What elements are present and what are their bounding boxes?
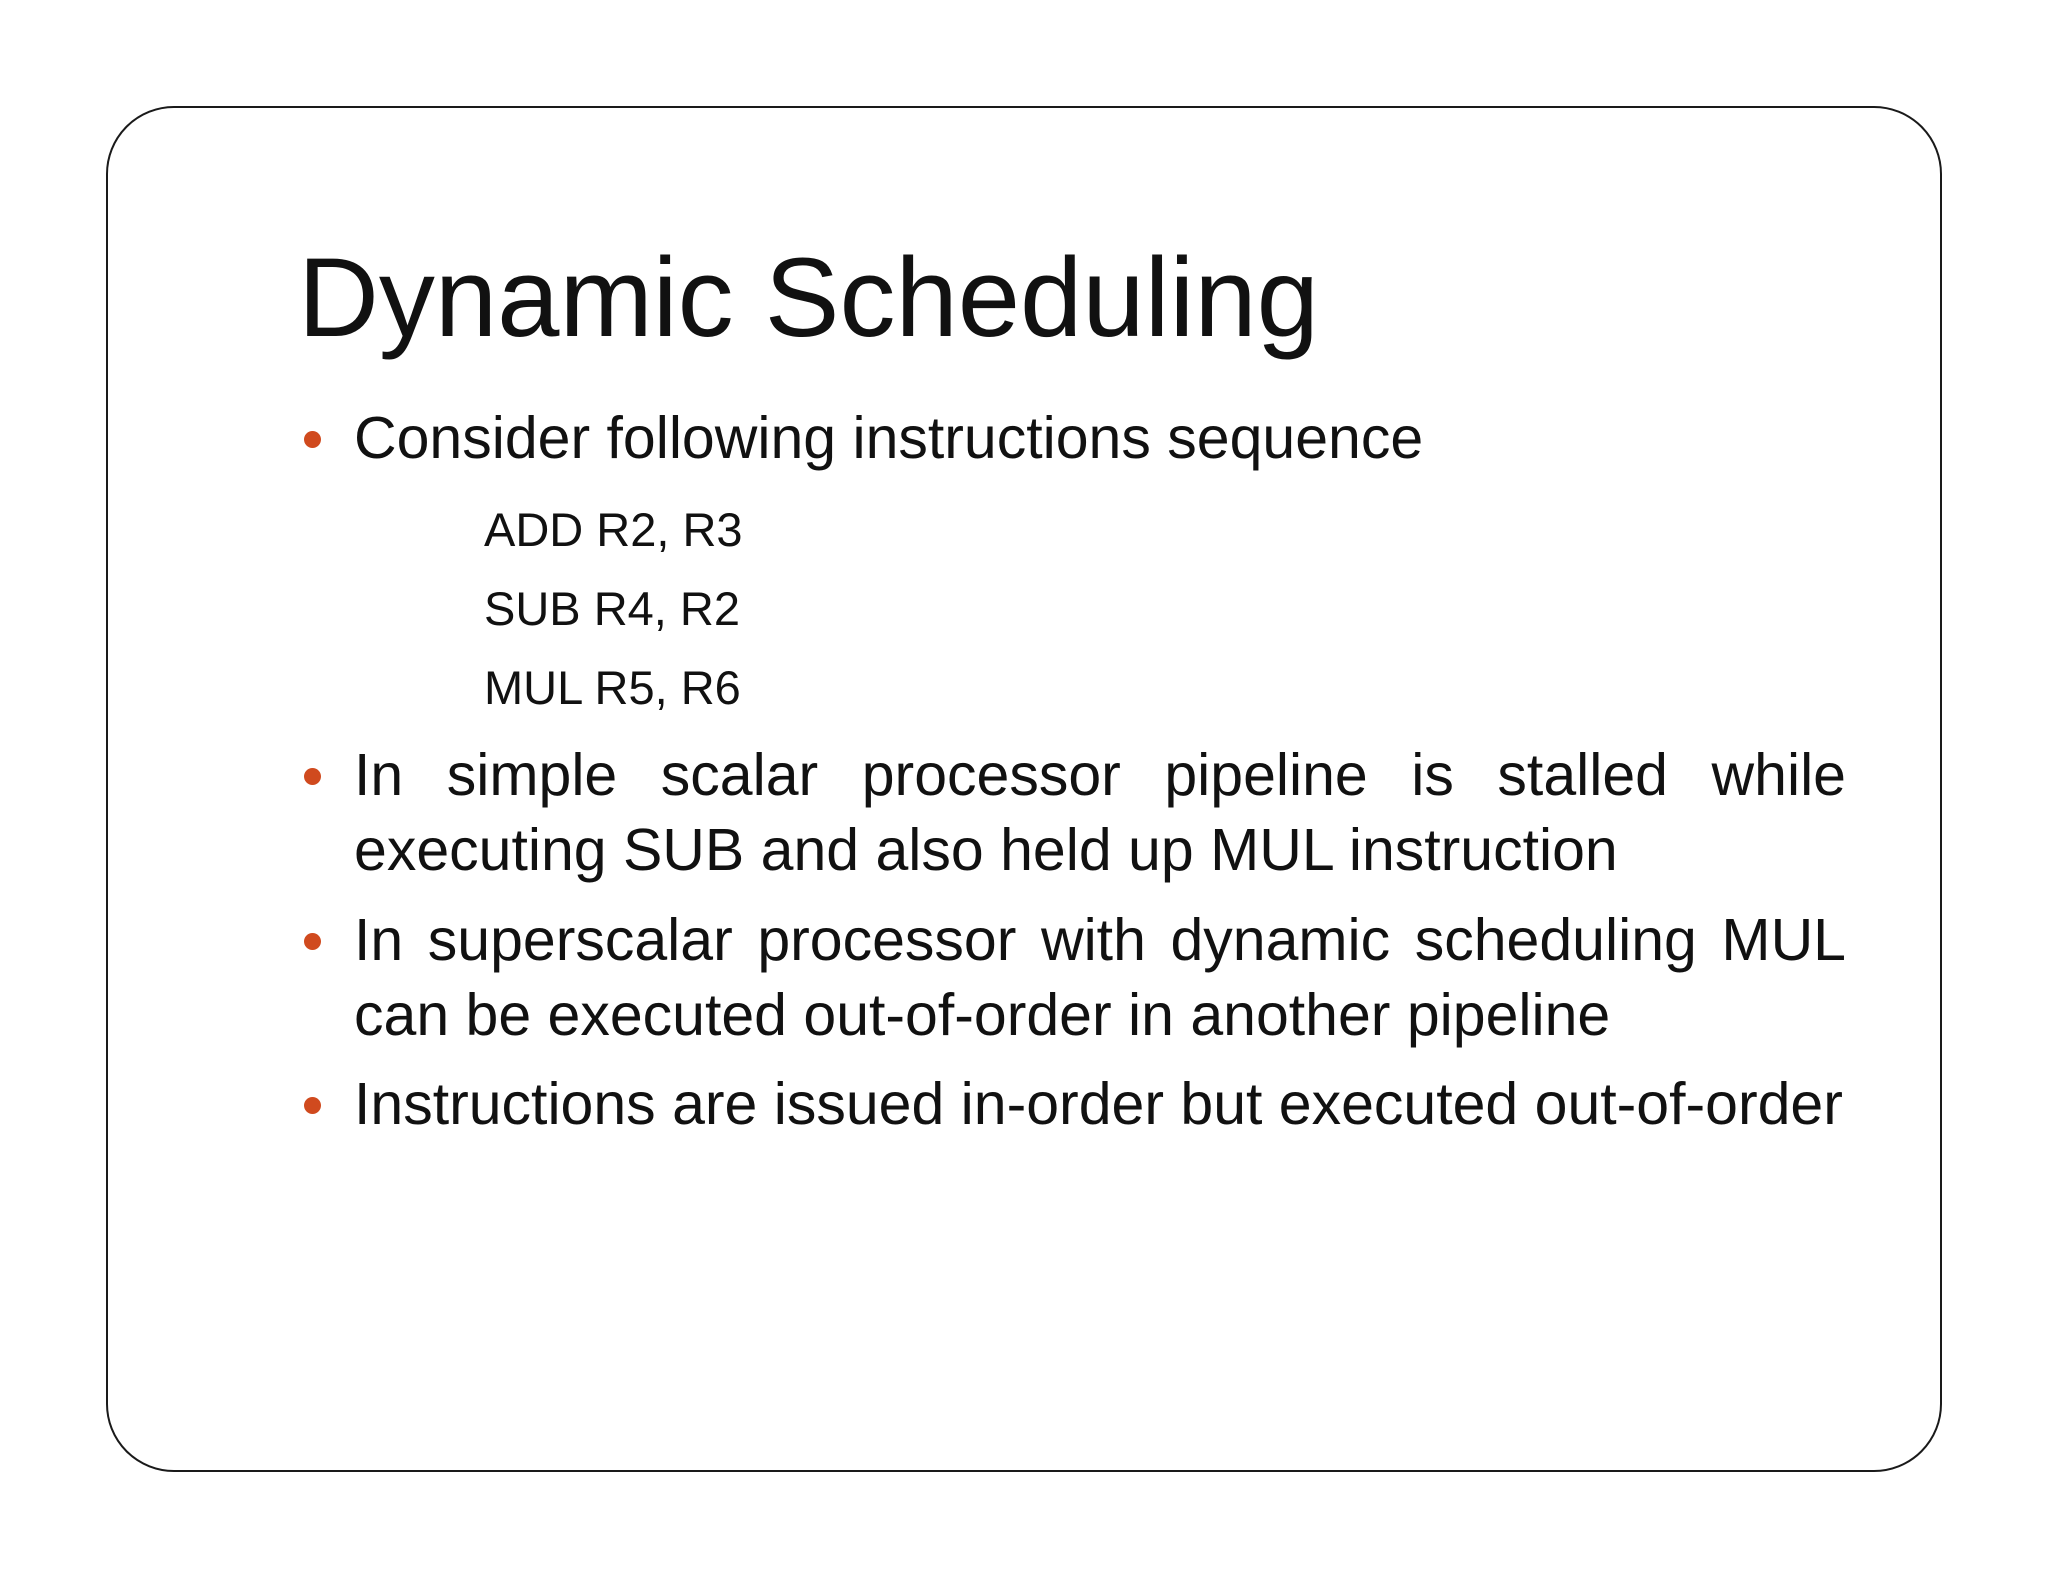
instruction-line-mul: MUL R5, R6 [484,661,741,714]
bullet-text: In superscalar processor with dynamic scheduling MUL can be executed out-of-order in another pipeline [354,907,1846,1048]
bullet-dot-icon [304,933,321,950]
slide-title: Dynamic Scheduling [298,235,1319,360]
bullet-item-superscalar [354,903,1846,1053]
bullet-text: Consider following instructions sequence [354,405,1424,471]
bullet-text: In simple scalar processor pipeline is stalled while executing SUB and also held up MUL instruction [354,742,1846,883]
bullet-dot-icon [304,1097,321,1114]
bullet-item-consider [354,401,1846,476]
instruction-line-sub: SUB R4, R2 [484,582,740,635]
bullet-dot-icon [304,431,321,448]
bullet-dot-icon [304,768,321,785]
bullet-text: Instructions are issued in-order but executed out-of-order [354,1071,1843,1137]
instruction-line-add: ADD R2, R3 [484,503,743,556]
bullet-item-scalar [354,738,1846,888]
bullet-item-issue-order [354,1067,1846,1142]
